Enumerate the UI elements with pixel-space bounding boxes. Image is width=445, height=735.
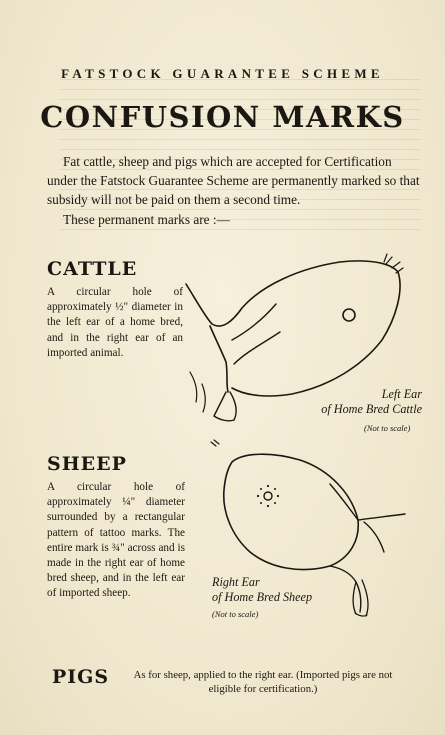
sheep-heading: SHEEP — [47, 453, 127, 475]
page-title: CONFUSION MARKS — [40, 100, 405, 134]
scheme-header: FATSTOCK GUARANTEE SCHEME — [61, 66, 384, 81]
pigs-description: As for sheep, applied to the right ear. (Imported pigs are not eligible for certification.) — [133, 669, 393, 695]
sheep-description: A circular hole of approximately ¼" diameter surrounded by a rectangular pattern of tattoo marks. The entire mark is ¾" across and is made in the right ear of home bred sheep, and in the left ear of imported sheep. — [47, 481, 185, 600]
sheep-scale-note: (Not to scale) — [212, 609, 259, 619]
sheep-caption-line1: Right Ear — [212, 575, 260, 589]
cattle-caption-line2: of Home Bred Cattle — [321, 402, 422, 416]
lead-in-text: These permanent marks are :— — [63, 212, 230, 227]
intro-paragraph: Fat cattle, sheep and pigs which are accepted for Certification under the Fatstock Guarantee Scheme are permanently marked so that subsidy will not be paid on them a second time. — [47, 154, 420, 207]
cattle-scale-note: (Not to scale) — [364, 423, 411, 433]
cattle-description: A circular hole of approximately ½" diameter in the left ear of a home bred, and in the right ear of an imported animal. — [47, 286, 183, 359]
cattle-heading: CATTLE — [47, 258, 138, 280]
pigs-heading: PIGS — [52, 666, 110, 688]
sheep-caption-line2: of Home Bred Sheep — [212, 590, 313, 604]
cattle-caption-line1: Left Ear — [381, 387, 422, 401]
